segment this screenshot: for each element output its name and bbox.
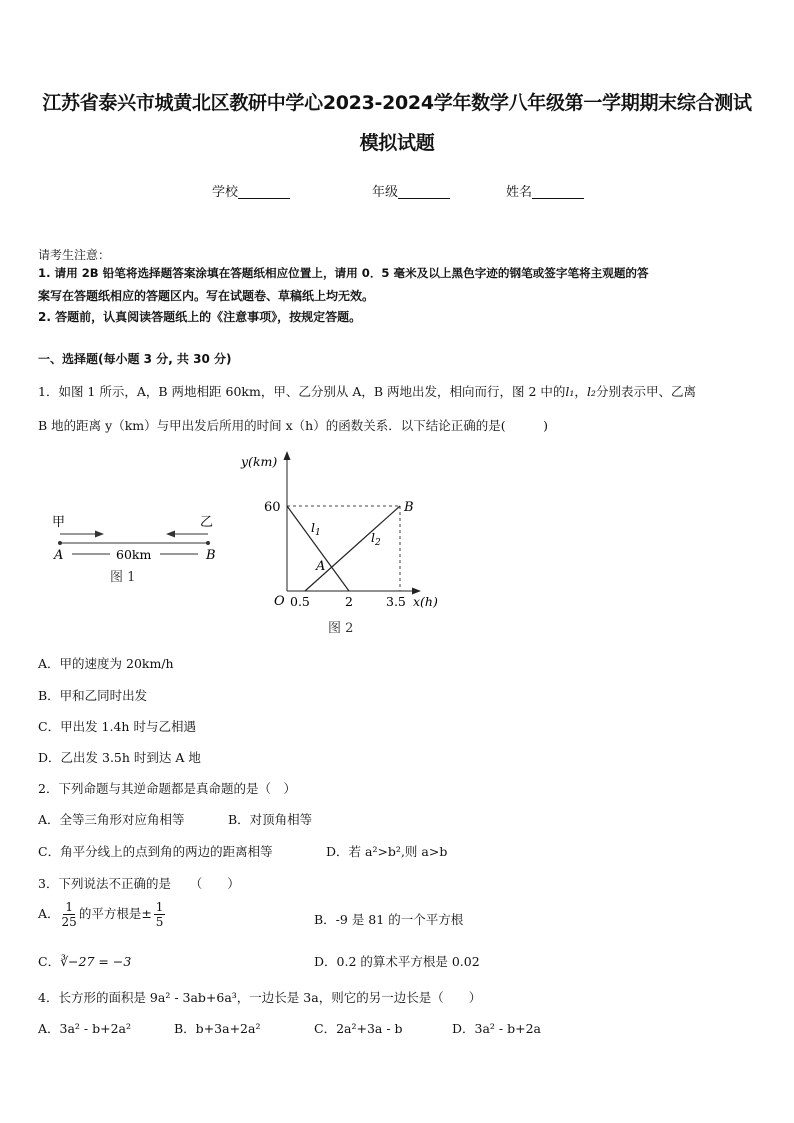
grade-label: 年级 [372, 185, 399, 200]
fig1-caption: 图 1 [110, 570, 136, 585]
fig1-jia-label: 甲 [52, 515, 66, 530]
q4-option-a[interactable]: A．3a² - b+2a² [38, 1021, 132, 1036]
fig2-x-tick-3-5: 3.5 [386, 594, 406, 609]
fig2-line-l2 [305, 506, 400, 591]
document-title-line-1: 江苏省泰兴市城黄北区教研中学心2023-2024学年数学八年级第一学期期末综合测试 [42, 92, 752, 114]
q1-option-d[interactable]: D．乙出发 3.5h 时到达 A 地 [38, 750, 201, 765]
q1-line-1-text: 1．如图 1 所示，A，B 两地相距 60km，甲、乙分别从 A，B 两地出发，相向而行，图 2 中的 [38, 384, 566, 399]
figure-1 [48, 508, 228, 593]
name-label: 姓名 [506, 185, 533, 200]
notice-item-2: 2. 答题前，认真阅读答题纸上的《注意事项》，按规定答题。 [38, 310, 362, 324]
grade-field[interactable] [372, 181, 450, 200]
fig1-yi-label: 乙 [200, 515, 214, 530]
section-heading: 一、选择题(每小题 3 分, 共 30 分) [38, 352, 232, 366]
fig2-l1-label: $l_1$ [311, 520, 321, 538]
q3-option-c-label: C． [38, 954, 61, 969]
q3-option-a-label: A． [38, 906, 60, 921]
q3-option-b[interactable]: B．-9 是 81 的一个平方根 [314, 912, 464, 927]
q1-l1-symbol: l₁ [565, 384, 575, 399]
q1-line-1-tail: 分别表示甲、乙离 [595, 384, 696, 399]
q1-option-c[interactable]: C．甲出发 1.4h 时与乙相遇 [38, 719, 196, 734]
q1-stem-line-1 [38, 382, 696, 400]
q2-stem: 2．下列命题与其逆命题都是真命题的是（ ） [38, 781, 296, 796]
fig2-point-b: B [404, 500, 414, 515]
q2-option-c[interactable]: C．角平分线上的点到角的两边的距离相等 [38, 844, 273, 859]
q2-option-d[interactable]: D．若 a²>b²,则 a>b [326, 844, 448, 859]
grade-blank[interactable] [398, 185, 450, 199]
fig2-origin-label: O [274, 594, 285, 609]
q1-option-a[interactable]: A．甲的速度为 20km/h [38, 656, 174, 671]
school-blank[interactable] [238, 185, 290, 199]
fig2-line-l1 [287, 506, 349, 591]
q1-separator: ， [574, 384, 587, 399]
document-title-line-2: 模拟试题 [359, 132, 435, 154]
q4-option-c[interactable]: C．2a²+3a - b [314, 1021, 403, 1036]
fig2-x-axis-label: x(h) [413, 594, 438, 609]
notice-item-1-line-2: 案写在答题纸相应的答题区内。写在试题卷、草稿纸上均无效。 [38, 289, 375, 303]
q3-option-a[interactable] [38, 900, 167, 929]
q1-option-b[interactable]: B．甲和乙同时出发 [38, 688, 148, 703]
q3-option-d[interactable]: D．0.2 的算术平方根是 0.02 [314, 954, 480, 969]
q1-l2-symbol: l₂ [586, 384, 596, 399]
q4-stem: 4．长方形的面积是 9a² - 3ab+6a³，一边长是 3a，则它的另一边长是（ ） [38, 990, 482, 1005]
q3-option-c-expr: ∛−27 = −3 [60, 954, 132, 969]
school-label: 学校 [212, 185, 239, 200]
figure-2 [238, 448, 448, 643]
fig2-point-a: A [316, 559, 326, 574]
notice-heading: 请考生注意： [38, 248, 111, 262]
q3-option-a-text: 的平方根是± [78, 906, 152, 921]
fig2-caption: 图 2 [328, 621, 354, 636]
q4-option-b[interactable]: B．b+3a+2a² [174, 1021, 261, 1036]
fig2-x-tick-0-5: 0.5 [290, 594, 310, 609]
q1-stem-line-2: B 地的距离 y（km）与甲出发后所用的时间 x（h）的函数关系．以下结论正确的是( ) [38, 418, 548, 433]
q3-stem: 3．下列说法不正确的是 （ ） [38, 876, 240, 891]
fig2-l2-label: $l_2$ [371, 530, 381, 548]
name-field[interactable] [506, 181, 584, 200]
fig1-point-b: B [206, 548, 216, 563]
fig2-y-tick-60: 60 [264, 500, 281, 515]
q4-option-d[interactable]: D．3a² - b+2a [452, 1021, 541, 1036]
fig1-distance: 60km [116, 547, 152, 562]
notice-item-1-line-1: 1. 请用 2B 铅笔将选择题答案涂填在答题纸相应位置上，请用 0．5 毫米及以上黑色字迹的钢笔或签字笔将主观题的答 [38, 266, 649, 280]
fig1-point-a: A [54, 548, 64, 563]
q2-option-b[interactable]: B．对顶角相等 [228, 812, 313, 827]
q3-option-c[interactable] [38, 952, 131, 970]
fig2-x-tick-2: 2 [345, 594, 353, 609]
q3-fraction-1-5: $\frac{1}{5}$ [155, 900, 164, 929]
q3-fraction-1-25: $\frac{1}{25}$ [61, 900, 77, 929]
fig2-y-axis-label: y(km) [241, 454, 278, 469]
q2-option-a[interactable]: A．全等三角形对应角相等 [38, 812, 185, 827]
school-field[interactable] [212, 181, 290, 200]
name-blank[interactable] [532, 185, 584, 199]
